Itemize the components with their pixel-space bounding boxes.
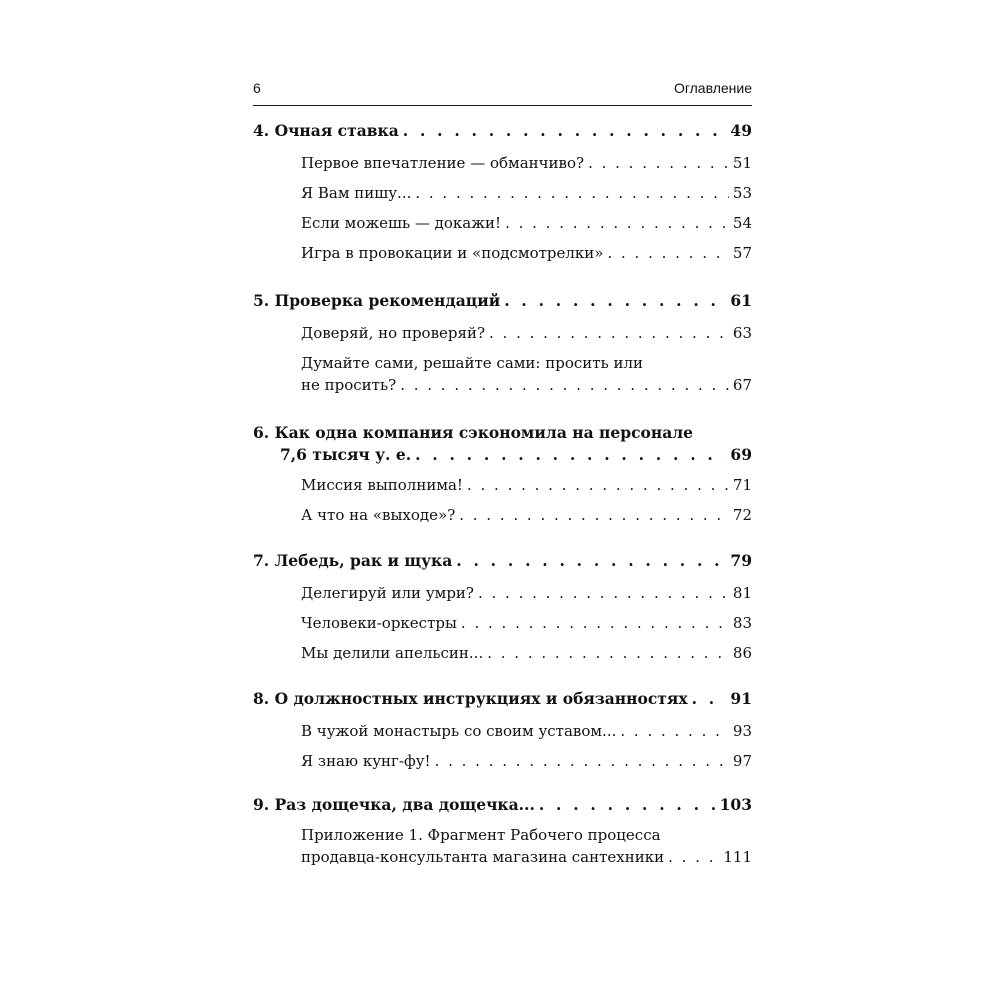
dot-leader [435, 750, 729, 772]
dot-leader [489, 322, 729, 344]
section-page: 54 [732, 214, 752, 232]
section-title: Человеки-оркестры [301, 614, 457, 632]
toc-chapter-4 [253, 120, 752, 264]
section-entry[interactable] [253, 474, 752, 496]
section-page: 81 [732, 584, 752, 602]
section-page: 57 [732, 244, 752, 262]
chapter-title-line1: 6. Как одна компания сэкономила на персонале [253, 423, 694, 442]
section-title-line2: не просить? [301, 376, 397, 394]
chapter-title: 4. Очная ставка [253, 121, 399, 140]
chapter-entry[interactable] [253, 794, 752, 816]
toc-chapter-6 [253, 422, 752, 526]
section-entry[interactable] [253, 750, 752, 772]
section-title-line1: Думайте сами, решайте сами: просить или [301, 354, 644, 372]
dot-leader [459, 504, 729, 526]
dot-leader [505, 212, 729, 234]
section-page: 93 [732, 722, 752, 740]
dot-leader [539, 794, 716, 816]
dot-leader [607, 242, 728, 264]
section-title-line1: Приложение 1. Фрагмент Рабочего процесса [301, 826, 661, 844]
section-page: 97 [732, 752, 752, 770]
section-title: Миссия выполнима! [301, 476, 463, 494]
section-title: Доверяй, но проверяй? [301, 324, 485, 342]
section-title: Мы делили апельсин... [301, 644, 484, 662]
section-title: В чужой монастырь со своим уставом... [301, 722, 617, 740]
section-entry-multiline[interactable] [253, 352, 752, 396]
toc-chapter-9 [253, 794, 752, 868]
toc-chapter-5 [253, 290, 752, 396]
section-entry[interactable] [253, 152, 752, 174]
section-page: 111 [723, 848, 752, 866]
dot-leader [504, 290, 726, 312]
section-title: Если можешь — докажи! [301, 214, 502, 232]
dot-leader [620, 720, 729, 742]
dot-leader [467, 474, 729, 496]
dot-leader [588, 152, 729, 174]
chapter-entry[interactable] [253, 120, 752, 142]
chapter-title: 8. О должностных инструкциях и обязанностях [253, 689, 688, 708]
header-rule [253, 105, 752, 106]
section-entry[interactable] [253, 720, 752, 742]
chapter-entry[interactable] [253, 550, 752, 572]
page-header [253, 78, 752, 100]
section-title: Игра в провокации и «подсмотрелки» [301, 244, 604, 262]
dot-leader [478, 582, 729, 604]
chapter-entry-multiline[interactable] [253, 422, 752, 466]
chapter-title-line2: 7,6 тысяч у. е. [280, 445, 412, 464]
toc-chapter-8 [253, 688, 752, 772]
chapter-title: 9. Раз дощечка, два дощечка... [253, 795, 535, 814]
toc-chapter-7 [253, 550, 752, 664]
section-entry[interactable] [253, 504, 752, 526]
section-page: 71 [732, 476, 752, 494]
section-entry[interactable] [253, 322, 752, 344]
dot-leader [692, 688, 727, 710]
chapter-entry[interactable] [253, 290, 752, 312]
dot-leader [400, 374, 729, 396]
chapter-page: 49 [730, 121, 752, 140]
section-page: 63 [732, 324, 752, 342]
dot-leader [456, 550, 726, 572]
section-entry[interactable] [253, 582, 752, 604]
section-page: 67 [732, 376, 752, 394]
dot-leader [487, 642, 729, 664]
chapter-page: 91 [730, 689, 752, 708]
chapter-title: 5. Проверка рекомендаций [253, 291, 501, 310]
section-title: Я Вам пишу... [301, 184, 412, 202]
section-title: Делегируй или умри? [301, 584, 474, 602]
chapter-page: 79 [730, 551, 752, 570]
chapter-page: 61 [730, 291, 752, 310]
table-of-contents [253, 120, 752, 868]
chapter-page: 69 [730, 445, 752, 464]
section-entry[interactable] [253, 242, 752, 264]
section-page: 72 [732, 506, 752, 524]
section-title-line2: продавца-консультанта магазина сантехники [301, 848, 665, 866]
running-title: Оглавление [673, 80, 752, 96]
section-entry[interactable] [253, 642, 752, 664]
section-title: Первое впечатление — обманчиво? [301, 154, 585, 172]
section-title: Я знаю кунг-фу! [301, 752, 431, 770]
section-entry[interactable] [253, 212, 752, 234]
section-page: 86 [732, 644, 752, 662]
section-entry[interactable] [253, 182, 752, 204]
section-title: А что на «выходе»? [301, 506, 456, 524]
dot-leader [415, 182, 729, 204]
dot-leader [403, 120, 727, 142]
page-number: 6 [253, 80, 261, 96]
dot-leader [415, 444, 726, 466]
section-page: 83 [732, 614, 752, 632]
chapter-title: 7. Лебедь, рак и щука [253, 551, 453, 570]
section-page: 51 [732, 154, 752, 172]
section-page: 53 [732, 184, 752, 202]
section-entry[interactable] [253, 612, 752, 634]
section-entry-multiline[interactable] [253, 824, 752, 868]
chapter-page: 103 [719, 795, 752, 814]
chapter-entry[interactable] [253, 688, 752, 710]
dot-leader [461, 612, 729, 634]
dot-leader [668, 846, 719, 868]
